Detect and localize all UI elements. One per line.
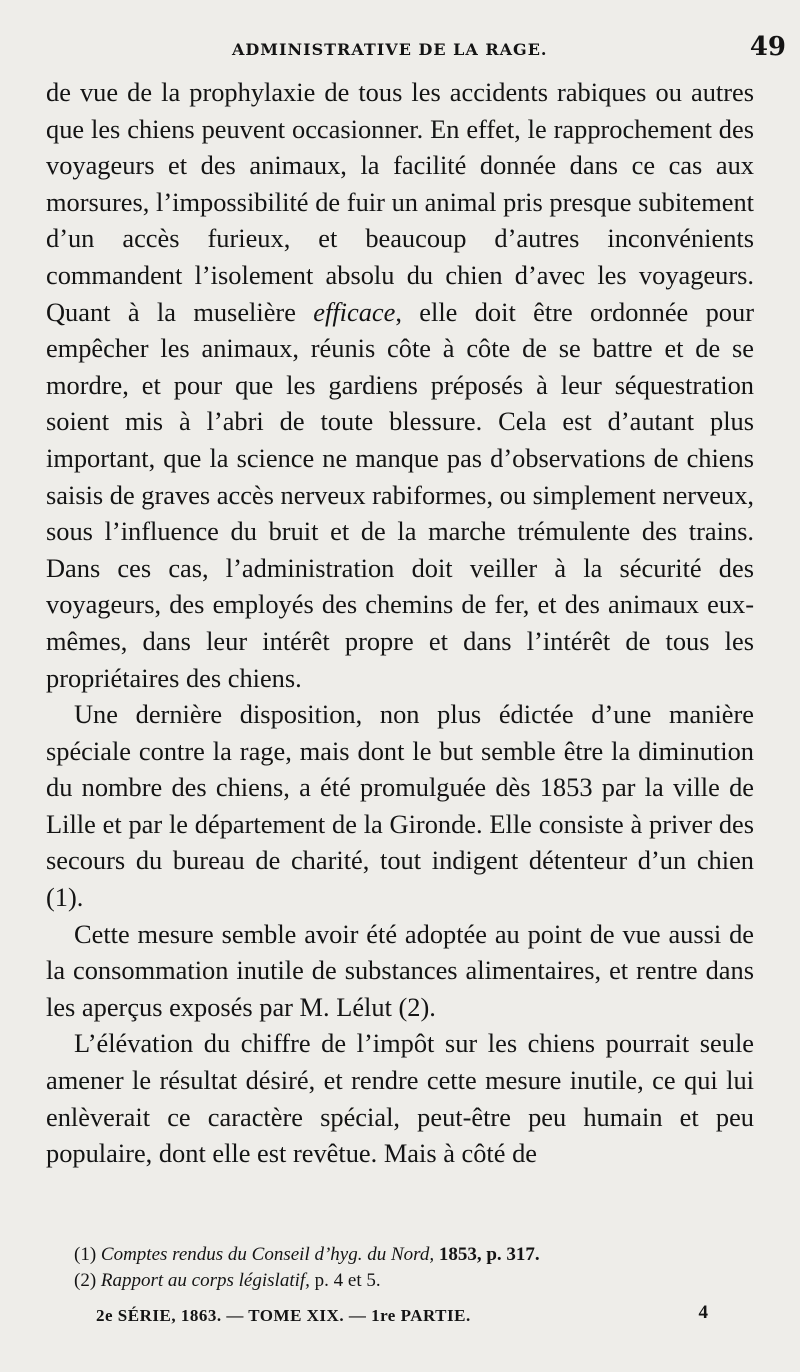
printer-signature: 2e SÉRIE, 1863. — TOME XIX. — 1re PARTIE. (96, 1306, 471, 1325)
footnote-2-ref: p. 4 et 5. (314, 1270, 381, 1291)
body-text (46, 74, 754, 1172)
footnote-2-mark: (2) (74, 1270, 97, 1291)
footnotes (74, 1242, 764, 1294)
signature-mark: 4 (698, 1302, 708, 1323)
footnote-2-text: Rapport au corps législatif, (100, 1270, 310, 1291)
running-head: ADMINISTRATIVE DE LA RAGE. (232, 40, 548, 59)
paragraph-2: Une dernière disposition, non plus édictée d’une manière spéciale contre la rage, mais dont le but semble être la diminution du nombre des chiens, a été promulguée dès 1853 par la ville de Lille et par le département de la Gironde. Elle consiste à priver des secours du bureau de charité, tout indigent détenteur d’un chien (1). (46, 699, 754, 913)
footnote-1 (74, 1242, 764, 1268)
paragraph-4: L’élévation du chiffre de l’impôt sur les chiens pourrait seule amener le résultat désiré, et rendre cette mesure inutile, ce qui lui enlèverait ce caractère spécial, peut-être peu humain et peu populaire, dont elle est revêtue. Mais à côté de (46, 1028, 754, 1169)
page-number: 49 (749, 32, 786, 62)
footnote-1-text: Comptes rendus du Conseil d’hyg. du Nord, (100, 1244, 435, 1265)
paragraph-1 (46, 74, 754, 696)
footnote-2 (74, 1268, 764, 1294)
footnote-1-ref: 1853, p. 317. (438, 1244, 540, 1265)
paragraph-1-end: , elle doit être ordonnée pour empêcher les animaux, réunis côte à côte de se battre et de se mordre, et pour que les gardiens préposés à leur séquestration soient mis à l’abri de toute blessure. Cela est d’autant plus important, que la science ne manque pas d’observations de chiens saisis de graves accès nerveux rabiformes, ou simplement nerveux, sous l’influence du bruit et de la marche trémulente des trains. Dans ces cas, l’administration doit veiller à la sécurité des voyageurs, des employés des chemins de fer, et des animaux eux-mêmes, dans leur intérêt propre et dans l’intérêt de tous les propriétaires des chiens. (46, 296, 754, 693)
italic-emphasis: efficace (313, 296, 396, 327)
footnote-1-mark: (1) (74, 1244, 97, 1265)
paragraph-3: Cette mesure semble avoir été adoptée au point de vue aussi de la consommation inutile de substances alimentaires, et rentre dans les aperçus exposés par M. Lélut (2). (46, 918, 754, 1022)
paragraph-1-start: de vue de la prophylaxie de tous les accidents rabiques ou autres que les chiens peuvent occasionner. En effet, le rapprochement des voyageurs et des animaux, la facilité donnée dans ce cas aux morsures, l’impossibilité de fuir un animal pris presque subitement d’un accès furieux, et beaucoup d’autres inconvénients commandent l’isolement absolu du chien d’avec les voyageurs. Quant à la muselière (46, 77, 754, 327)
